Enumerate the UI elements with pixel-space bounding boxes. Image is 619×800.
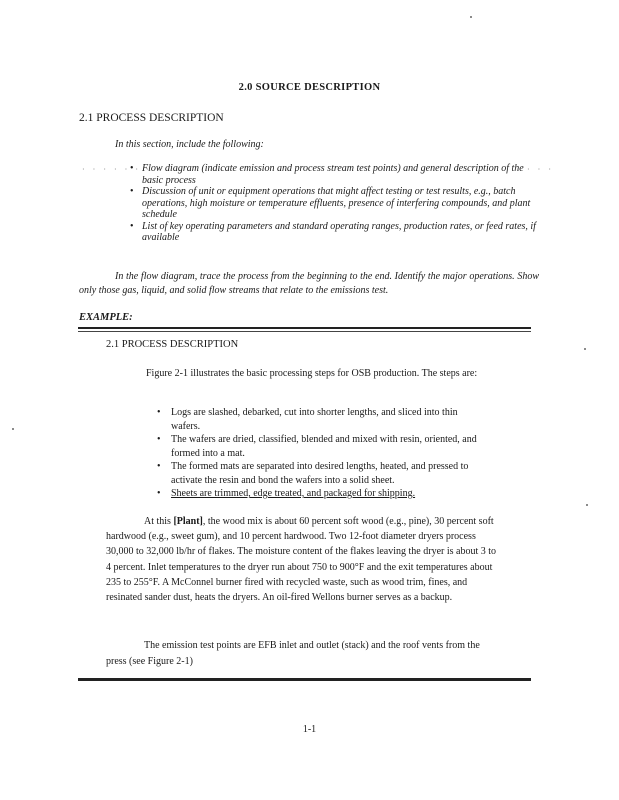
example-paragraph-2: [106, 514, 498, 605]
example-bottom-rule: [78, 678, 531, 681]
example-heading: 2.1 PROCESS DESCRIPTION: [106, 339, 239, 350]
example-paragraph-3: The emission test points are EFB inlet and outlet (stack) and the roof vents from the press (see Figure 2-1): [106, 640, 480, 667]
list-item-text: Sheets are trimmed, edge treated, and packaged for shipping.: [171, 488, 416, 499]
scan-speck: [470, 16, 472, 18]
list-item: • The wafers are dried, classified, blended and mixed with resin, oriented, and formed into a mat.: [157, 433, 487, 460]
subsection-title: 2.1 PROCESS DESCRIPTION: [79, 112, 224, 124]
instruction-list: [128, 163, 538, 244]
process-steps-list: [157, 406, 487, 501]
list-item: • Discussion of unit or equipment operations that might affect testing or test results, e.g., batch operations, high moisture or temperature effluents, presence of interfering compounds, and plant schedule: [128, 186, 538, 221]
scan-artifact-dots-right: · · ·: [527, 165, 554, 174]
plant-placeholder: [Plant]: [173, 516, 203, 527]
para2-prefix: At this: [144, 516, 174, 527]
list-item: • List of key operating parameters and standard operating ranges, production rates, or feed rates, if available: [128, 221, 538, 244]
example-paragraph-1: Figure 2-1 illustrates the basic processing steps for OSB production. The steps are:: [146, 368, 478, 379]
scan-speck: [12, 428, 14, 430]
list-item: • Flow diagram (indicate emission and process stream test points) and general description of the basic process: [128, 163, 538, 186]
scan-artifact-dots-left: · · · · · · · ·: [82, 165, 163, 174]
list-item: [157, 487, 487, 501]
page-number: 1-1: [302, 724, 317, 735]
section-title: 2.0 SOURCE DESCRIPTION: [238, 82, 381, 93]
flow-diagram-note: In the flow diagram, trace the process from the beginning to the end. Identify the major operations. Show only those gas, liquid, and solid flow streams that relate to the emissions test.: [79, 271, 539, 296]
example-top-rule-thin: [78, 331, 531, 332]
list-item: • The formed mats are separated into desired lengths, heated, and pressed to activate the resin and bond the wafers into a solid sheet.: [157, 460, 487, 487]
example-label: EXAMPLE:: [79, 312, 133, 323]
list-item: • Logs are slashed, debarked, cut into shorter lengths, and sliced into thin wafers.: [157, 406, 487, 433]
para2-rest: , the wood mix is about 60 percent soft wood (e.g., pine), 30 percent soft hardwood (e.g., sweet gum), and 10 percent hardwood. Two 12-foot diameter dryers process 30,000 to 32,000 lb/hr of flakes. The moisture content of the flakes leaving the dryer is about 3 to 4 percent. Inlet temperatures to the dryer run about 750 to 900°F and the exit temperatures about 235 to 255°F. A McConnel burner fired with recycled waste, such as wood trim, fines, and resinated sander dust, heats the dryers. An oil-fired Wellons burner serves as a backup.: [106, 516, 497, 604]
scan-speck: [586, 504, 588, 506]
example-top-rule: [78, 327, 531, 329]
scan-speck: [584, 348, 586, 350]
intro-text: In this section, include the following:: [115, 139, 264, 150]
